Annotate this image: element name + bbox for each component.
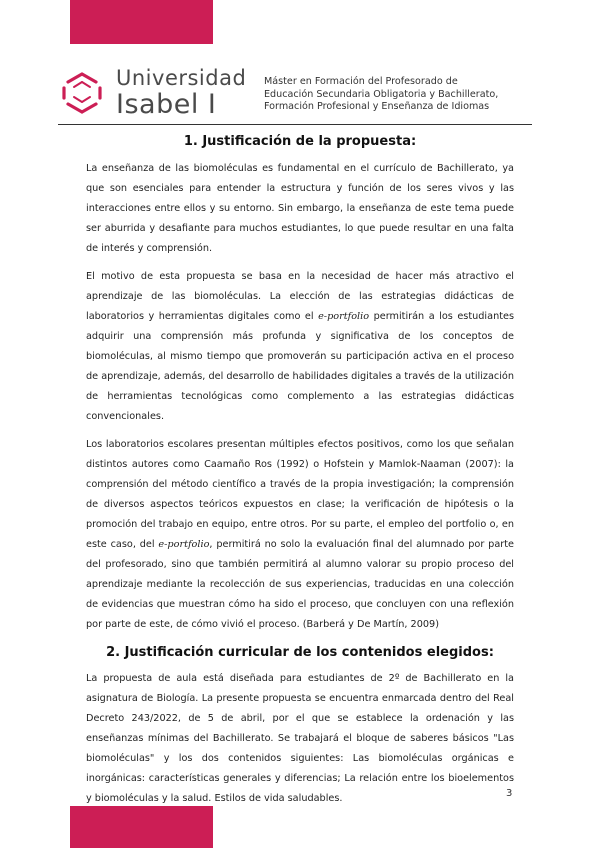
- master-line-2: Educación Secundaria Obligatoria y Bachillerato,: [264, 88, 499, 100]
- bottom-color-bar: [70, 806, 213, 848]
- text-run: permitirán a los estudiantes adquirir una comprensión más profunda y significativa de los conceptos de biomoléculas, al mismo tiempo que promoverán su participación activa en el proceso de aprendizaje, además, del desarrollo de habilidades digitales a través de la utilización de herramientas tecnológicas como complemento a las estrategias didácticas convencionales.: [86, 311, 515, 422]
- master-line-3: Formación Profesional y Enseñanza de Idiomas: [264, 101, 490, 112]
- page-header: [58, 60, 532, 126]
- university-name: [116, 66, 246, 120]
- section-1-paragraph-2: [86, 267, 514, 427]
- text-run: El motivo de esta propuesta se basa en la necesidad de hacer más atractivo el aprendizaje de las biomoléculas. La elección de las estrategias didácticas de laboratorios y herramientas digitales como el: [86, 271, 514, 322]
- header-divider: [58, 124, 532, 125]
- section-2-paragraph-1: La propuesta de aula está diseñada para estudiantes de 2º de Bachillerato en la asignatura de Biología. La presente propuesta se encuentra enmarcada dentro del Real Decreto 243/2022, de 5 de abril, por el que se establece la ordenación y las enseñanzas mínimas del Bachillerato. Se trabajará el bloque de saberes básicos "Las biomoléculas" y los dos contenidos siguientes: Las biomoléculas orgánicas e inorgánicas: características generales y diferencias; La relación entre los bioelementos y biomoléculas y la salud. Estilos de vida saludables.: [86, 673, 514, 804]
- master-line-1: Máster en Formación del Profesorado de: [264, 76, 458, 87]
- university-name-line2: Isabel I: [116, 89, 217, 120]
- text-run: , permitirá no solo la evaluación final del alumnado por parte del profesorado, sino que también permitirá al alumno valorar su propio proceso del aprendizaje mediante la recolección de sus experiencias, traducidas en una colección de evidencias que muestran cómo ha sido el proceso, que concluyen con una reflexión por parte de este, de cómo vivió el proceso. (Barberá y De Martín, 2009): [86, 539, 515, 630]
- text-run: Los laboratorios escolares presentan múltiples efectos positivos, como los que señalan distintos autores como Caamaño Ros (1992) o Hofstein y Mamlok-Naaman (2007): la comprensión del método científico a través de la propia investigación; la comprensión de diversos aspectos teóricos expuestos en clase; la verificación de hipótesis o la promoción del trabajo en equipo, entre otros. Por su parte, el empleo del portfolio o, en este caso, del: [86, 439, 514, 550]
- emphasis-eportfolio: e-portfolio: [158, 539, 210, 550]
- section-1-title: 1. Justificación de la propuesta:: [183, 134, 417, 149]
- section-1-paragraph-3: [86, 435, 514, 635]
- section-2-title: 2. Justificación curricular de los contenidos elegidos:: [106, 645, 494, 660]
- university-logo-icon: [58, 68, 106, 116]
- top-color-bar: [70, 0, 213, 44]
- emphasis-eportfolio: e-portfolio: [318, 311, 370, 322]
- document-body: [86, 128, 514, 817]
- section-1-paragraph-1: La enseñanza de las biomoléculas es fundamental en el currículo de Bachillerato, ya que son esenciales para entender la estructura y función de los seres vivos y las interacciones entre ellos y su entorno. Sin embargo, la enseñanza de este tema puede ser aburrida y desafiante para muchos estudiantes, lo que puede resultar en una falta de interés y comprensión.: [86, 163, 514, 254]
- university-name-line1: Universidad: [116, 66, 247, 90]
- master-program-title: [264, 76, 498, 114]
- page-number: 3: [506, 788, 513, 799]
